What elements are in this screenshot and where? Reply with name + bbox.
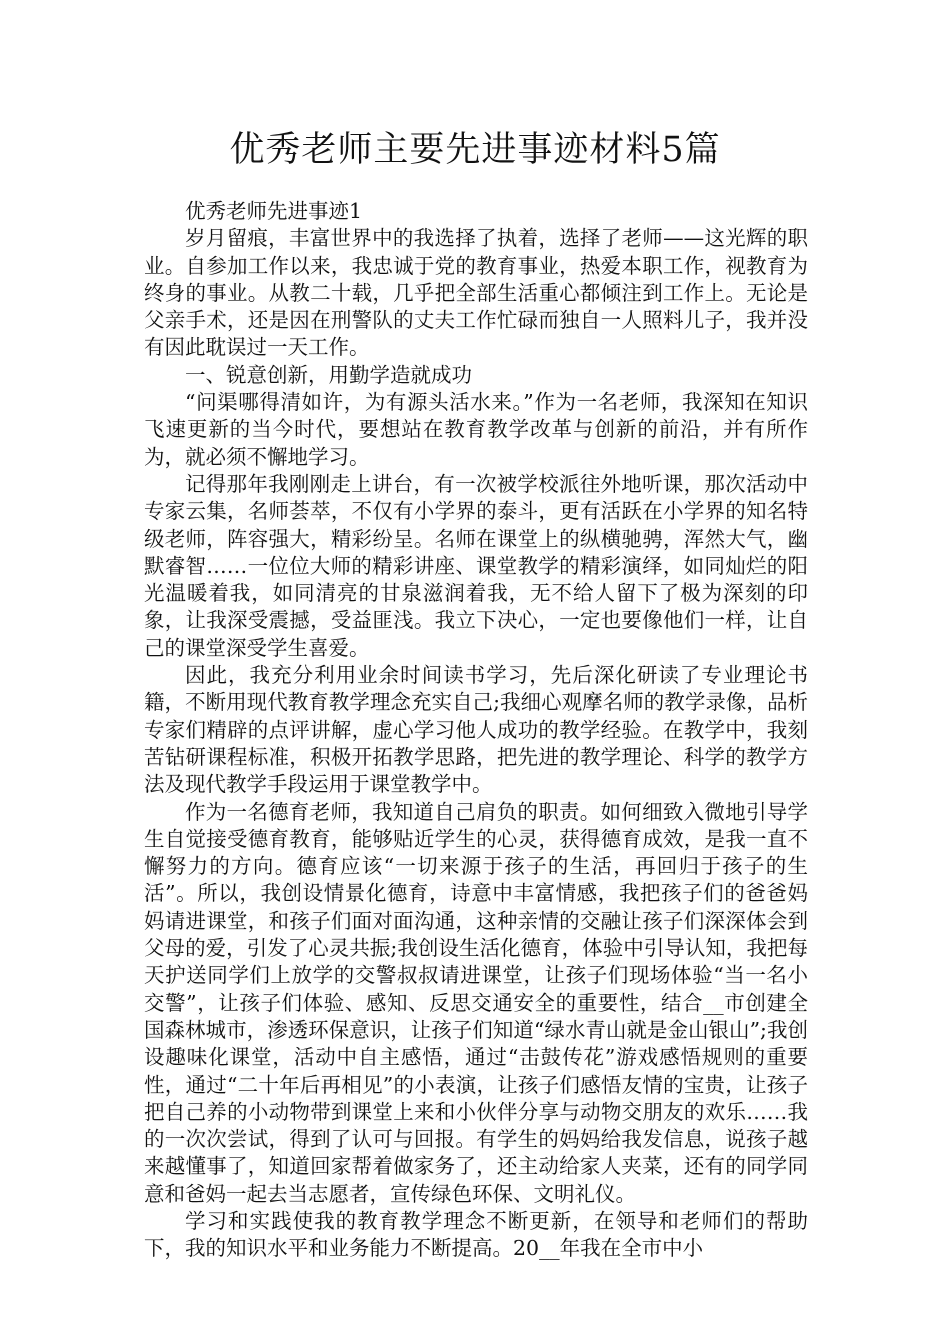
- body-paragraph: “问渠哪得清如许，为有源头活水来。”作为一名老师，我深知在知识飞速更新的当今时代，要想站在教育教学改革与创新的前沿，并有所作为，就必须不懈地学习。: [144, 390, 808, 469]
- section-heading: 优秀老师先进事迹1: [185, 199, 363, 223]
- body-paragraph: 记得那年我刚刚走上讲台，有一次被学校派往外地听课，那次活动中专家云集，名师荟萃，不仅有小学界的泰斗，更有活跃在小学界的知名特级老师，阵容强大，精彩纷呈。名师在课堂上的纵横驰骋，浑然大气，幽默睿智……一位位大师的精彩讲座、课堂教学的精彩演绎，如同灿烂的阳光温暖着我，如同清亮的甘泉滋润着我，无不给人留下了极为深刻的印象，让我深受震撼，受益匪浅。我立下决心，一定也要像他们一样，让自己的课堂深受学生喜爱。: [144, 471, 808, 660]
- subsection-heading: 一、锐意创新，用勤学造就成功: [185, 362, 472, 387]
- body-paragraph: 学习和实践使我的教育教学理念不断更新，在领导和老师们的帮助下，我的知识水平和业务能力不断提高。20__年我在全市中小: [144, 1208, 808, 1261]
- body-paragraph: 作为一名德育老师，我知道自己肩负的职责。如何细致入微地引导学生自觉接受德育教育，能够贴近学生的心灵，获得德育成效，是我一直不懈努力的方向。德育应该“一切来源于孩子的生活，再回归于孩子的生活”。所以，我创设情景化德育，诗意中丰富情感，我把孩子们的爸爸妈妈请进课堂，和孩子们面对面沟通，这种亲情的交融让孩子们深深体会到父母的爱，引发了心灵共振;我创设生活化德育，体验中引导认知，我把每天护送同学们上放学的交警叔叔请进课堂，让孩子们现场体验“当一名小交警”，让孩子们体验、感知、反思交通安全的重要性，结合__市创建全国森林城市，渗透环保意识，让孩子们知道“绿水青山就是金山银山”;我创设趣味化课堂，活动中自主感悟，通过“击鼓传花”游戏感悟规则的重要性，通过“二十年后再相见”的小表演，让孩子们感悟友情的宝贵，让孩子把自己养的小动物带到课堂上来和小伙伴分享与动物交朋友的欢乐……我的一次次尝试，得到了认可与回报。有学生的妈妈给我发信息，说孩子越来越懂事了，知道回家帮着做家务了，还主动给家人夹菜，还有的同学同意和爸妈一起去当志愿者，宣传绿色环保、文明礼仪。: [144, 799, 808, 1206]
- body-paragraph: 因此，我充分利用业余时间读书学习，先后深化研读了专业理论书籍，不断用现代教育教学理念充实自己;我细心观摩名师的教学录像，品析专家们精辟的点评讲解，虚心学习他人成功的教学经验。在教学中，我刻苦钻研课程标准，积极开拓教学思路，把先进的教学理论、科学的教学方法及现代教学手段运用于课堂教学中。: [144, 663, 808, 797]
- document-body: [144, 198, 808, 1263]
- document-title: 优秀老师主要先进事迹材料5篇: [229, 130, 721, 170]
- body-paragraph: 岁月留痕，丰富世界中的我选择了执着，选择了老师——这光辉的职业。自参加工作以来，我忠诚于党的教育事业，热爱本职工作，视教育为终身的事业。从教二十载，几乎把全部生活重心都倾注到工作上。无论是父亲手术，还是因在刑警队的丈夫工作忙碌而独自一人照料儿子，我并没有因此耽误过一天工作。: [144, 226, 808, 360]
